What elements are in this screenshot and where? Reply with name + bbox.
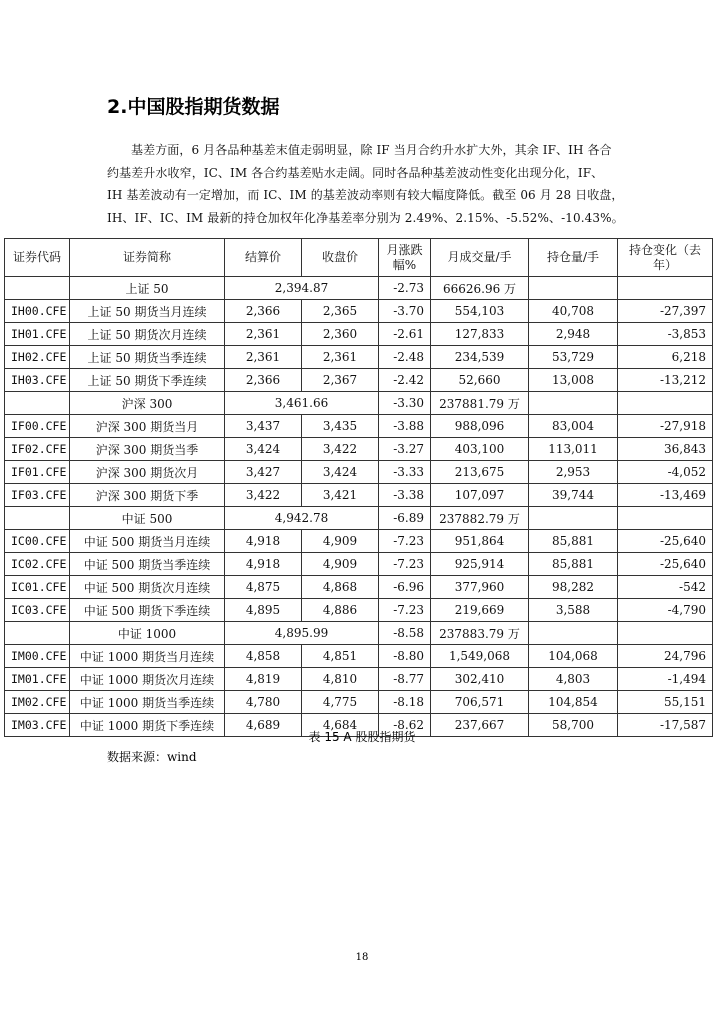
- index-name: 中证 500: [70, 507, 225, 530]
- settle-price: 4,918: [225, 553, 302, 576]
- monthly-volume: 951,864: [431, 530, 529, 553]
- header-open-interest: 持仓量/手: [529, 239, 618, 277]
- header-close: 收盘价: [302, 239, 379, 277]
- close-price: 4,886: [302, 599, 379, 622]
- contract-name: 沪深 300 期货下季: [70, 484, 225, 507]
- contract-code: IF03.CFE: [5, 484, 70, 507]
- settle-price: 4,918: [225, 530, 302, 553]
- oi-change: -13,469: [618, 484, 713, 507]
- index-volume: 237882.79 万: [431, 507, 529, 530]
- monthly-change: -7.23: [379, 530, 431, 553]
- close-price: 4,868: [302, 576, 379, 599]
- table-row: [5, 484, 713, 507]
- oi-change: -25,640: [618, 553, 713, 576]
- monthly-volume: 554,103: [431, 300, 529, 323]
- empty-cell: [5, 277, 70, 300]
- header-volume: 月成交量/手: [431, 239, 529, 277]
- open-interest: 40,708: [529, 300, 618, 323]
- close-price: 3,422: [302, 438, 379, 461]
- empty-cell: [618, 622, 713, 645]
- table-row: [5, 346, 713, 369]
- settle-price: 3,437: [225, 415, 302, 438]
- index-row: [5, 277, 713, 300]
- header-name: 证券简称: [70, 239, 225, 277]
- contract-code: IC01.CFE: [5, 576, 70, 599]
- close-price: 2,360: [302, 323, 379, 346]
- contract-code: IH02.CFE: [5, 346, 70, 369]
- monthly-change: -2.42: [379, 369, 431, 392]
- table-row: [5, 415, 713, 438]
- monthly-change: -7.23: [379, 599, 431, 622]
- open-interest: 53,729: [529, 346, 618, 369]
- table-row: [5, 645, 713, 668]
- table-header-row: [5, 239, 713, 277]
- monthly-volume: 52,660: [431, 369, 529, 392]
- table-row: [5, 369, 713, 392]
- close-price: 4,909: [302, 553, 379, 576]
- empty-cell: [529, 277, 618, 300]
- contract-code: IH00.CFE: [5, 300, 70, 323]
- contract-code: IM03.CFE: [5, 714, 70, 737]
- contract-code: IF01.CFE: [5, 461, 70, 484]
- monthly-change: -3.38: [379, 484, 431, 507]
- open-interest: 85,881: [529, 530, 618, 553]
- header-code: 证券代码: [5, 239, 70, 277]
- empty-cell: [5, 622, 70, 645]
- monthly-change: -3.33: [379, 461, 431, 484]
- monthly-volume: 302,410: [431, 668, 529, 691]
- header-change: 月涨跌幅%: [379, 239, 431, 277]
- oi-change: -4,052: [618, 461, 713, 484]
- table-body: [5, 277, 713, 737]
- header-settle: 结算价: [225, 239, 302, 277]
- table-row: [5, 576, 713, 599]
- contract-name: 中证 1000 期货当季连续: [70, 691, 225, 714]
- contract-code: IM01.CFE: [5, 668, 70, 691]
- open-interest: 39,744: [529, 484, 618, 507]
- close-price: 4,851: [302, 645, 379, 668]
- monthly-change: -8.18: [379, 691, 431, 714]
- page-number: 18: [355, 952, 369, 963]
- contract-code: IF02.CFE: [5, 438, 70, 461]
- futures-table: [4, 238, 713, 737]
- monthly-volume: 237,667: [431, 714, 529, 737]
- contract-name: 中证 500 期货次月连续: [70, 576, 225, 599]
- close-price: 4,775: [302, 691, 379, 714]
- contract-code: IC03.CFE: [5, 599, 70, 622]
- settle-price: 2,366: [225, 369, 302, 392]
- contract-name: 沪深 300 期货次月: [70, 461, 225, 484]
- empty-cell: [5, 392, 70, 415]
- monthly-volume: 988,096: [431, 415, 529, 438]
- paragraph-line: IH 基差波动有一定增加，而 IC、IM 的基差波动率则有较大幅度降低。截至 06 月 28 日收盘，: [107, 188, 624, 203]
- table-row: [5, 461, 713, 484]
- oi-change: -17,587: [618, 714, 713, 737]
- monthly-volume: 219,669: [431, 599, 529, 622]
- close-price: 2,361: [302, 346, 379, 369]
- monthly-volume: 234,539: [431, 346, 529, 369]
- empty-cell: [529, 622, 618, 645]
- monthly-change: -8.80: [379, 645, 431, 668]
- table-row: [5, 553, 713, 576]
- index-name: 上证 50: [70, 277, 225, 300]
- close-price: 4,810: [302, 668, 379, 691]
- index-volume: 237881.79 万: [431, 392, 529, 415]
- monthly-volume: 213,675: [431, 461, 529, 484]
- oi-change: 24,796: [618, 645, 713, 668]
- contract-name: 沪深 300 期货当月: [70, 415, 225, 438]
- index-price: 3,461.66: [225, 392, 379, 415]
- index-price: 4,942.78: [225, 507, 379, 530]
- table-row: [5, 668, 713, 691]
- header-oi-change: 持仓变化（去年）: [618, 239, 713, 277]
- empty-cell: [5, 507, 70, 530]
- empty-cell: [618, 507, 713, 530]
- open-interest: 104,068: [529, 645, 618, 668]
- open-interest: 2,953: [529, 461, 618, 484]
- open-interest: 58,700: [529, 714, 618, 737]
- table-row: [5, 691, 713, 714]
- open-interest: 2,948: [529, 323, 618, 346]
- oi-change: -1,494: [618, 668, 713, 691]
- contract-name: 上证 50 期货下季连续: [70, 369, 225, 392]
- monthly-volume: 1,549,068: [431, 645, 529, 668]
- settle-price: 4,895: [225, 599, 302, 622]
- index-change: -2.73: [379, 277, 431, 300]
- monthly-change: -3.88: [379, 415, 431, 438]
- empty-cell: [618, 277, 713, 300]
- contract-name: 中证 500 期货下季连续: [70, 599, 225, 622]
- settle-price: 3,427: [225, 461, 302, 484]
- table-row: [5, 300, 713, 323]
- table-caption: 表 15 A 股股指期货: [308, 730, 416, 744]
- open-interest: 98,282: [529, 576, 618, 599]
- empty-cell: [529, 507, 618, 530]
- oi-change: 55,151: [618, 691, 713, 714]
- section-heading: 2.中国股指期货数据: [107, 96, 280, 118]
- oi-change: -27,918: [618, 415, 713, 438]
- close-price: 3,424: [302, 461, 379, 484]
- settle-price: 2,366: [225, 300, 302, 323]
- basis-paragraph: [107, 139, 624, 229]
- open-interest: 104,854: [529, 691, 618, 714]
- monthly-change: -3.27: [379, 438, 431, 461]
- close-price: 2,367: [302, 369, 379, 392]
- monthly-volume: 706,571: [431, 691, 529, 714]
- index-volume: 237883.79 万: [431, 622, 529, 645]
- monthly-volume: 107,097: [431, 484, 529, 507]
- contract-code: IH01.CFE: [5, 323, 70, 346]
- index-name: 沪深 300: [70, 392, 225, 415]
- table-row: [5, 530, 713, 553]
- monthly-volume: 377,960: [431, 576, 529, 599]
- index-row: [5, 392, 713, 415]
- monthly-change: -2.48: [379, 346, 431, 369]
- open-interest: 85,881: [529, 553, 618, 576]
- contract-code: IF00.CFE: [5, 415, 70, 438]
- open-interest: 83,004: [529, 415, 618, 438]
- open-interest: 4,803: [529, 668, 618, 691]
- index-row: [5, 622, 713, 645]
- monthly-volume: 127,833: [431, 323, 529, 346]
- monthly-change: -8.77: [379, 668, 431, 691]
- empty-cell: [618, 392, 713, 415]
- contract-name: 沪深 300 期货当季: [70, 438, 225, 461]
- index-volume: 66626.96 万: [431, 277, 529, 300]
- close-price: 3,421: [302, 484, 379, 507]
- settle-price: 4,819: [225, 668, 302, 691]
- oi-change: 36,843: [618, 438, 713, 461]
- index-price: 2,394.87: [225, 277, 379, 300]
- contract-name: 中证 500 期货当月连续: [70, 530, 225, 553]
- contract-name: 中证 500 期货当季连续: [70, 553, 225, 576]
- paragraph-line: IH、IF、IC、IM 最新的持仓加权年化净基差率分别为 2.49%、2.15%、-5.52%、-10.43%。: [107, 210, 624, 225]
- settle-price: 4,875: [225, 576, 302, 599]
- close-price: 4,684: [302, 714, 379, 737]
- open-interest: 13,008: [529, 369, 618, 392]
- index-change: -8.58: [379, 622, 431, 645]
- paragraph-line: 基差方面，6 月各品种基差末值走弱明显，除 IF 当月合约升水扩大外，其余 IF、IH 各合: [131, 143, 612, 157]
- oi-change: 6,218: [618, 346, 713, 369]
- monthly-change: -6.96: [379, 576, 431, 599]
- settle-price: 2,361: [225, 323, 302, 346]
- monthly-volume: 925,914: [431, 553, 529, 576]
- empty-cell: [529, 392, 618, 415]
- settle-price: 4,858: [225, 645, 302, 668]
- open-interest: 113,011: [529, 438, 618, 461]
- open-interest: 3,588: [529, 599, 618, 622]
- close-price: 4,909: [302, 530, 379, 553]
- index-change: -6.89: [379, 507, 431, 530]
- table-row: [5, 599, 713, 622]
- contract-code: IC02.CFE: [5, 553, 70, 576]
- contract-code: IM00.CFE: [5, 645, 70, 668]
- index-row: [5, 507, 713, 530]
- contract-code: IH03.CFE: [5, 369, 70, 392]
- contract-name: 上证 50 期货次月连续: [70, 323, 225, 346]
- table-row: [5, 323, 713, 346]
- oi-change: -542: [618, 576, 713, 599]
- monthly-change: -8.62: [379, 714, 431, 737]
- paragraph-line: 约基差升水收窄，IC、IM 各合约基差贴水走阔。同时各品种基差波动性变化出现分化，IF、: [107, 165, 604, 180]
- contract-code: IM02.CFE: [5, 691, 70, 714]
- index-price: 4,895.99: [225, 622, 379, 645]
- oi-change: -4,790: [618, 599, 713, 622]
- close-price: 2,365: [302, 300, 379, 323]
- settle-price: 2,361: [225, 346, 302, 369]
- oi-change: -3,853: [618, 323, 713, 346]
- settle-price: 3,424: [225, 438, 302, 461]
- settle-price: 4,780: [225, 691, 302, 714]
- contract-name: 中证 1000 期货次月连续: [70, 668, 225, 691]
- contract-name: 中证 1000 期货下季连续: [70, 714, 225, 737]
- index-name: 中证 1000: [70, 622, 225, 645]
- contract-name: 中证 1000 期货当月连续: [70, 645, 225, 668]
- contract-code: IC00.CFE: [5, 530, 70, 553]
- table-row: [5, 438, 713, 461]
- settle-price: 4,689: [225, 714, 302, 737]
- monthly-volume: 403,100: [431, 438, 529, 461]
- close-price: 3,435: [302, 415, 379, 438]
- index-change: -3.30: [379, 392, 431, 415]
- monthly-change: -3.70: [379, 300, 431, 323]
- oi-change: -25,640: [618, 530, 713, 553]
- data-source: 数据来源：wind: [107, 750, 197, 764]
- oi-change: -27,397: [618, 300, 713, 323]
- monthly-change: -7.23: [379, 553, 431, 576]
- monthly-change: -2.61: [379, 323, 431, 346]
- settle-price: 3,422: [225, 484, 302, 507]
- contract-name: 上证 50 期货当月连续: [70, 300, 225, 323]
- oi-change: -13,212: [618, 369, 713, 392]
- contract-name: 上证 50 期货当季连续: [70, 346, 225, 369]
